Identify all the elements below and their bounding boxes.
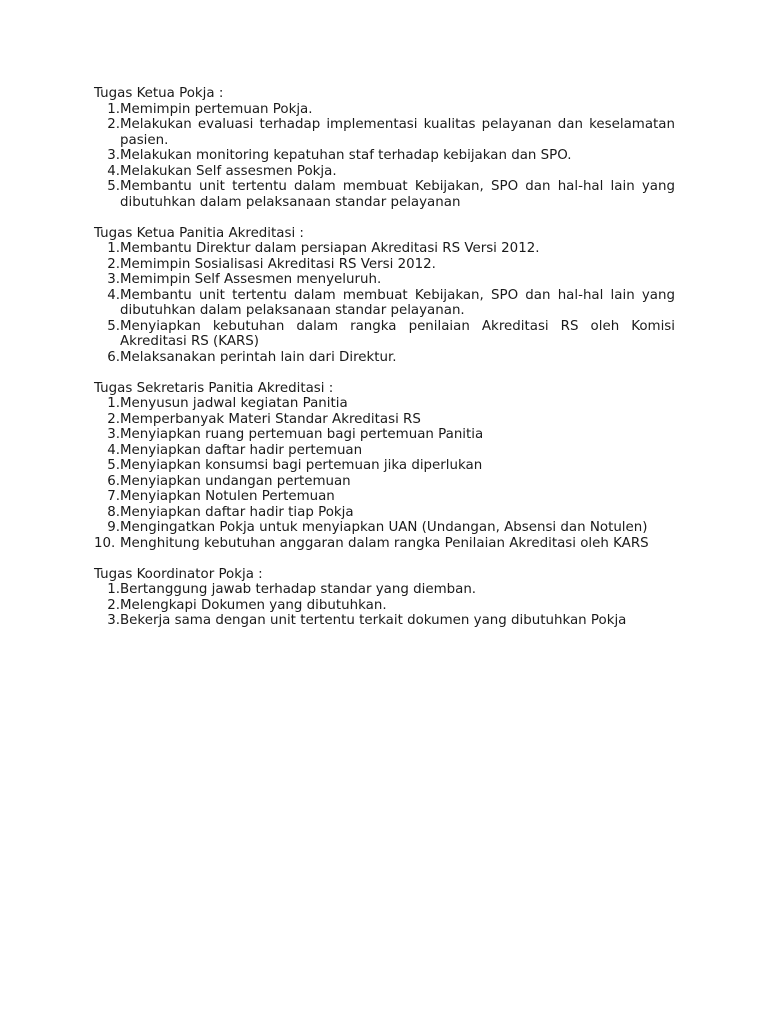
list-item-text: Menyiapkan undangan pertemuan — [120, 473, 351, 489]
list-item — [94, 536, 675, 552]
list-item-text: Melengkapi Dokumen yang dibutuhkan. — [120, 597, 387, 613]
list-item-number: 5. — [107, 318, 120, 334]
list-item-number: 10. — [94, 535, 116, 551]
list-item-number: 2. — [107, 117, 120, 132]
list-item-text: Memimpin pertemuan Pokja. — [120, 101, 313, 117]
list-item — [94, 412, 675, 428]
list-item — [94, 598, 675, 614]
list-item-text: Menyiapkan Notulen Pertemuan — [120, 489, 335, 504]
list-item-text: Menyiapkan daftar hadir tiap Pokja — [120, 504, 354, 520]
list-item-text: Menyiapkan kebutuhan dalam rangka penilaian Akreditasi RS oleh Komisi Akreditasi RS (KARS) — [120, 318, 675, 349]
section-title: Tugas Ketua Panitia Akreditasi : — [94, 225, 304, 241]
list-item-number: 3. — [107, 148, 120, 163]
list-item — [94, 489, 675, 505]
list-item-number: 4. — [107, 163, 120, 179]
list-item — [94, 613, 675, 629]
list-item-number: 2. — [107, 411, 120, 427]
section-title: Tugas Koordinator Pokja : — [94, 566, 263, 582]
list-item-text: Melaksanakan perintah lain dari Direktur. — [120, 349, 397, 365]
list-item-text: Memimpin Self Assesmen menyeluruh. — [120, 272, 382, 287]
list-item — [94, 443, 675, 459]
task-list — [94, 102, 675, 211]
list-item-number: 9. — [107, 520, 120, 535]
list-item-text: Bekerja sama dengan unit tertentu terkait dokumen yang dibutuhkan Pokja — [120, 613, 627, 628]
task-list — [94, 241, 675, 365]
list-item — [94, 117, 675, 148]
list-item-text: Membantu unit tertentu dalam membuat Kebijakan, SPO dan hal-hal lain yang dibutuhkan dalam pelaksanaan standar pelayanan. — [120, 287, 675, 318]
list-item-text: Melakukan Self assesmen Pokja. — [120, 163, 337, 179]
list-item-text: Menghitung kebutuhan anggaran dalam rangka Penilaian Akreditasi oleh KARS — [120, 535, 649, 551]
list-item-number: 6. — [107, 473, 120, 489]
list-item-number: 3. — [107, 613, 120, 628]
list-item — [94, 582, 675, 598]
list-item-text: Mengingatkan Pokja untuk menyiapkan UAN (Undangan, Absensi dan Notulen) — [120, 520, 648, 535]
list-item-text: Memperbanyak Materi Standar Akreditasi RS — [120, 411, 421, 427]
list-item — [94, 396, 675, 412]
list-item-number: 1. — [107, 241, 120, 256]
list-item-number: 6. — [107, 349, 120, 365]
list-item-number: 3. — [107, 272, 120, 287]
list-item — [94, 458, 675, 474]
task-section — [94, 86, 675, 210]
list-item-number: 1. — [107, 582, 120, 597]
section-title: Tugas Ketua Pokja : — [94, 86, 224, 101]
task-section — [94, 381, 675, 552]
list-item — [94, 148, 675, 164]
list-item-text: Memimpin Sosialisasi Akreditasi RS Versi 2012. — [120, 256, 436, 272]
task-list — [94, 582, 675, 629]
task-section — [94, 567, 675, 629]
list-item-text: Menyiapkan ruang pertemuan bagi pertemuan Panitia — [120, 427, 484, 442]
list-item-number: 5. — [107, 179, 120, 194]
list-item — [94, 288, 675, 319]
list-item-number: 4. — [107, 442, 120, 458]
list-item-number: 2. — [107, 256, 120, 272]
list-item-text: Membantu Direktur dalam persiapan Akreditasi RS Versi 2012. — [120, 241, 540, 256]
list-item — [94, 427, 675, 443]
list-item — [94, 164, 675, 180]
list-item-number: 8. — [107, 504, 120, 520]
list-item-text: Bertanggung jawab terhadap standar yang diemban. — [120, 582, 477, 597]
list-item — [94, 520, 675, 536]
list-item-number: 1. — [107, 396, 120, 411]
list-item-text: Membantu unit tertentu dalam membuat Kebijakan, SPO dan hal-hal lain yang dibutuhkan dalam pelaksanaan standar pelayanan — [120, 179, 675, 210]
list-item — [94, 505, 675, 521]
list-item-number: 1. — [107, 101, 120, 117]
list-item-text: Menyusun jadwal kegiatan Panitia — [120, 396, 348, 411]
list-item — [94, 241, 675, 257]
section-title: Tugas Sekretaris Panitia Akreditasi : — [94, 380, 334, 396]
list-item — [94, 474, 675, 490]
task-section — [94, 226, 675, 366]
list-item-text: Melakukan evaluasi terhadap implementasi kualitas pelayanan dan keselamatan pasien. — [120, 117, 675, 148]
list-item-number: 5. — [107, 458, 120, 473]
list-item-number: 2. — [107, 597, 120, 613]
list-item-text: Menyiapkan daftar hadir pertemuan — [120, 442, 363, 458]
task-list — [94, 396, 675, 551]
list-item-text: Menyiapkan konsumsi bagi pertemuan jika diperlukan — [120, 458, 483, 473]
list-item-text: Melakukan monitoring kepatuhan staf terhadap kebijakan dan SPO. — [120, 148, 572, 163]
list-item — [94, 319, 675, 350]
list-item-number: 4. — [107, 287, 120, 303]
list-item — [94, 179, 675, 210]
list-item-number: 7. — [107, 489, 120, 504]
list-item — [94, 272, 675, 288]
list-item — [94, 102, 675, 118]
list-item-number: 3. — [107, 427, 120, 442]
list-item — [94, 350, 675, 366]
list-item — [94, 257, 675, 273]
